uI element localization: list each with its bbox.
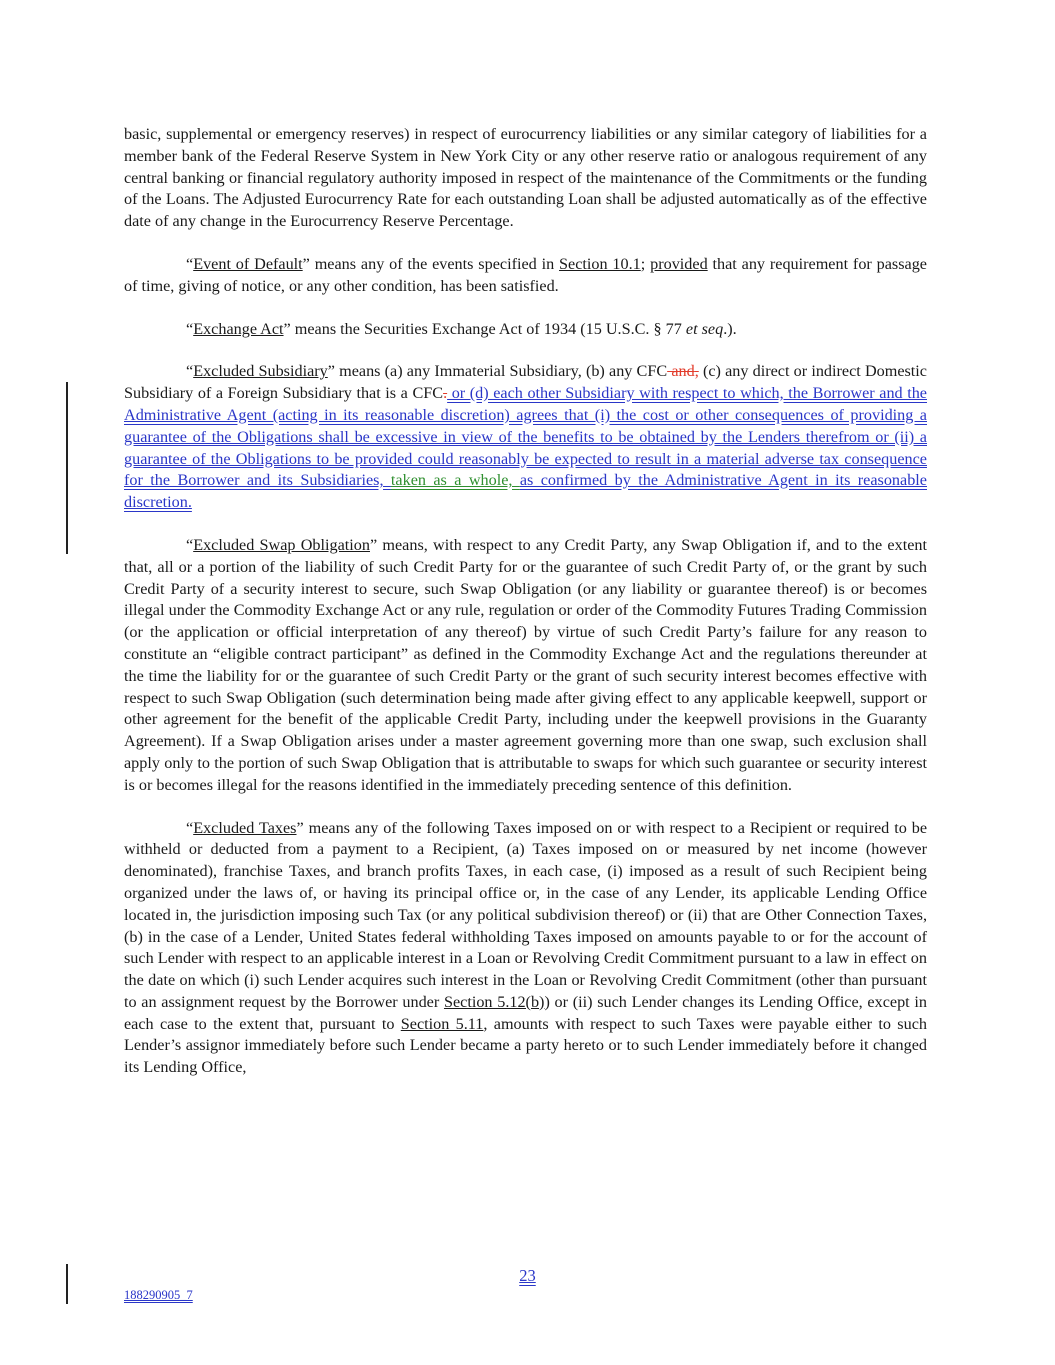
section-reference: Section 5.12(b): [443, 992, 545, 1011]
defined-term: Excluded Swap Obligation: [193, 535, 370, 554]
text-segment: ” means the Securities Exchange Act of 1934 (15 U.S.C. § 77: [283, 319, 686, 338]
definition-event-of-default: [124, 254, 927, 298]
quote-open: “: [186, 535, 194, 554]
deleted-text: ,: [694, 362, 699, 381]
text-segment: .).: [723, 319, 737, 338]
text-segment: ” means, with respect to any Credit Party, any Swap Obligation if, and to the extent that, all or a portion of the liability of such Credit Party for or the guarantee of such Credit Party of, or the grant by such Credit Party of a security interest to secure, such Swap Obligation (or any liability or guarantee thereof) is or becomes illegal under the Commodity Exchange Act or any rule, regulation or order of the Commodity Futures Trading Commission (or the application or official interpretation of any thereof) by virtue of such Credit Party’s failure for any reason to constitute an “eligible contract participant” as defined in the Commodity Exchange Act and the regulations thereunder at the time the liability for or the guarantee of such Credit Party or the grant of such security interest becomes effective with respect to such Swap Obligation (such determination being made after giving effect to any applicable keepwell, support or other agreement for the benefit of the applicable Credit Party, including under the keepwell provisions in the Guaranty Agreement). If a Swap Obligation arises under a master agreement governing more than one swap, such exclusion shall apply only to the portion of such Swap Obligation that is attributable to swaps for which such guarantee or security interest is or becomes illegal for the reasons identified in the immediately preceding sentence of this definition.: [124, 535, 927, 794]
text-segment: ” means any of the events specified in: [302, 254, 560, 273]
text-segment: , amounts with respect to such Taxes were payable either to such Lender’s assignor immediately before such Lender became a party hereto or to such Lender immediately before it changed its Lending Office,: [124, 1014, 927, 1077]
text-segment: ) or (ii) such Lender changes its Lending Office, except in each case to the extent that, pursuant to: [124, 992, 927, 1033]
quote-open: “: [186, 362, 194, 381]
provided-keyword: provided: [650, 254, 708, 273]
document-id: 188290905_7: [124, 1288, 193, 1302]
defined-term: Excluded Taxes: [193, 818, 297, 837]
deleted-text: .: [443, 384, 448, 403]
change-bar: [66, 382, 68, 554]
defined-term: Excluded Subsidiary: [193, 362, 328, 381]
defined-term: Event of Default: [193, 254, 303, 273]
text-segment: that any requirement for passage of time, giving of notice, or any other condition, has been satisfied.: [124, 254, 927, 295]
defined-term: Exchange Act: [193, 319, 284, 338]
inserted-text: as confirmed by the Administrative Agent in its reasonable discretion.: [124, 471, 927, 512]
definition-excluded-subsidiary: [124, 361, 927, 514]
section-reference: Section 10.1: [559, 254, 641, 273]
text-segment: ” means (a) any Immaterial Subsidiary, (b) any CFC: [327, 362, 668, 381]
definition-excluded-swap-obligation: [124, 535, 927, 797]
moved-text: taken as a whole,: [390, 471, 520, 490]
text-segment: ;: [640, 254, 651, 273]
deleted-text: and: [667, 362, 695, 381]
quote-open: “: [186, 254, 194, 273]
paragraph-reserve-percentage: basic, supplemental or emergency reserves) in respect of eurocurrency liabilities or any similar category of liabilities for a member bank of the Federal Reserve System in New York City or any other reserve ratio or analogous requirement of any central banking or financial regulatory authority imposed in respect of the maintenance of the Commitments or the funding of the Loans. The Adjusted Eurocurrency Rate for each outstanding Loan shall be adjusted automatically as of the effective date of any change in the Eurocurrency Reserve Percentage.: [124, 125, 927, 231]
text-segment: (c) any direct or indirect Domestic Subsidiary of a Foreign Subsidiary that is a CFC: [124, 362, 927, 403]
page-body: [124, 124, 927, 1100]
text-segment: ” means any of the following Taxes imposed on or with respect to a Recipient or required to be withheld or deducted from a payment to a Recipient, (a) Taxes imposed on or measured by net income (however denominated), franchise Taxes, and branch profits Taxes, in each case, (i) imposed as a result of such Recipient being organized under the laws of, or having its principal office or, in the case of any Lender, its applicable Lending Office located in, the jurisdiction imposing such Tax (or any political subdivision thereof) or (ii) that are Other Connection Taxes, (b) in the case of a Lender, United States federal withholding Taxes imposed on amounts payable to or for the account of such Lender with respect to an applicable interest in a Loan or Revolving Credit Commitment pursuant to a law in effect on the date on which (i) such Lender acquires such interest in the Loan or Revolving Credit Commitment (other than pursuant to an assignment request by the Borrower under: [124, 818, 928, 1011]
definition-excluded-taxes: [124, 818, 927, 1080]
quote-open: “: [186, 818, 194, 837]
section-reference: Section 5.11: [400, 1014, 484, 1033]
inserted-text: or (d) each other Subsidiary with respect to which, the Borrower and the Administrative Agent (acting in its reasonable discretion) agrees that (i) the cost or other consequences of providing a guarantee of the Obligations shall be excessive in view of the benefits to be obtained by the Lenders therefrom or (ii) a guarantee of the Obligations to be provided could reasonably be expected to result in a material adverse tax consequence for the Borrower and its Subsidiaries,: [124, 384, 927, 490]
page-number: 23: [519, 1266, 536, 1285]
et-seq: et seq: [685, 319, 724, 338]
definition-exchange-act: [124, 319, 927, 341]
quote-open: “: [186, 319, 194, 338]
